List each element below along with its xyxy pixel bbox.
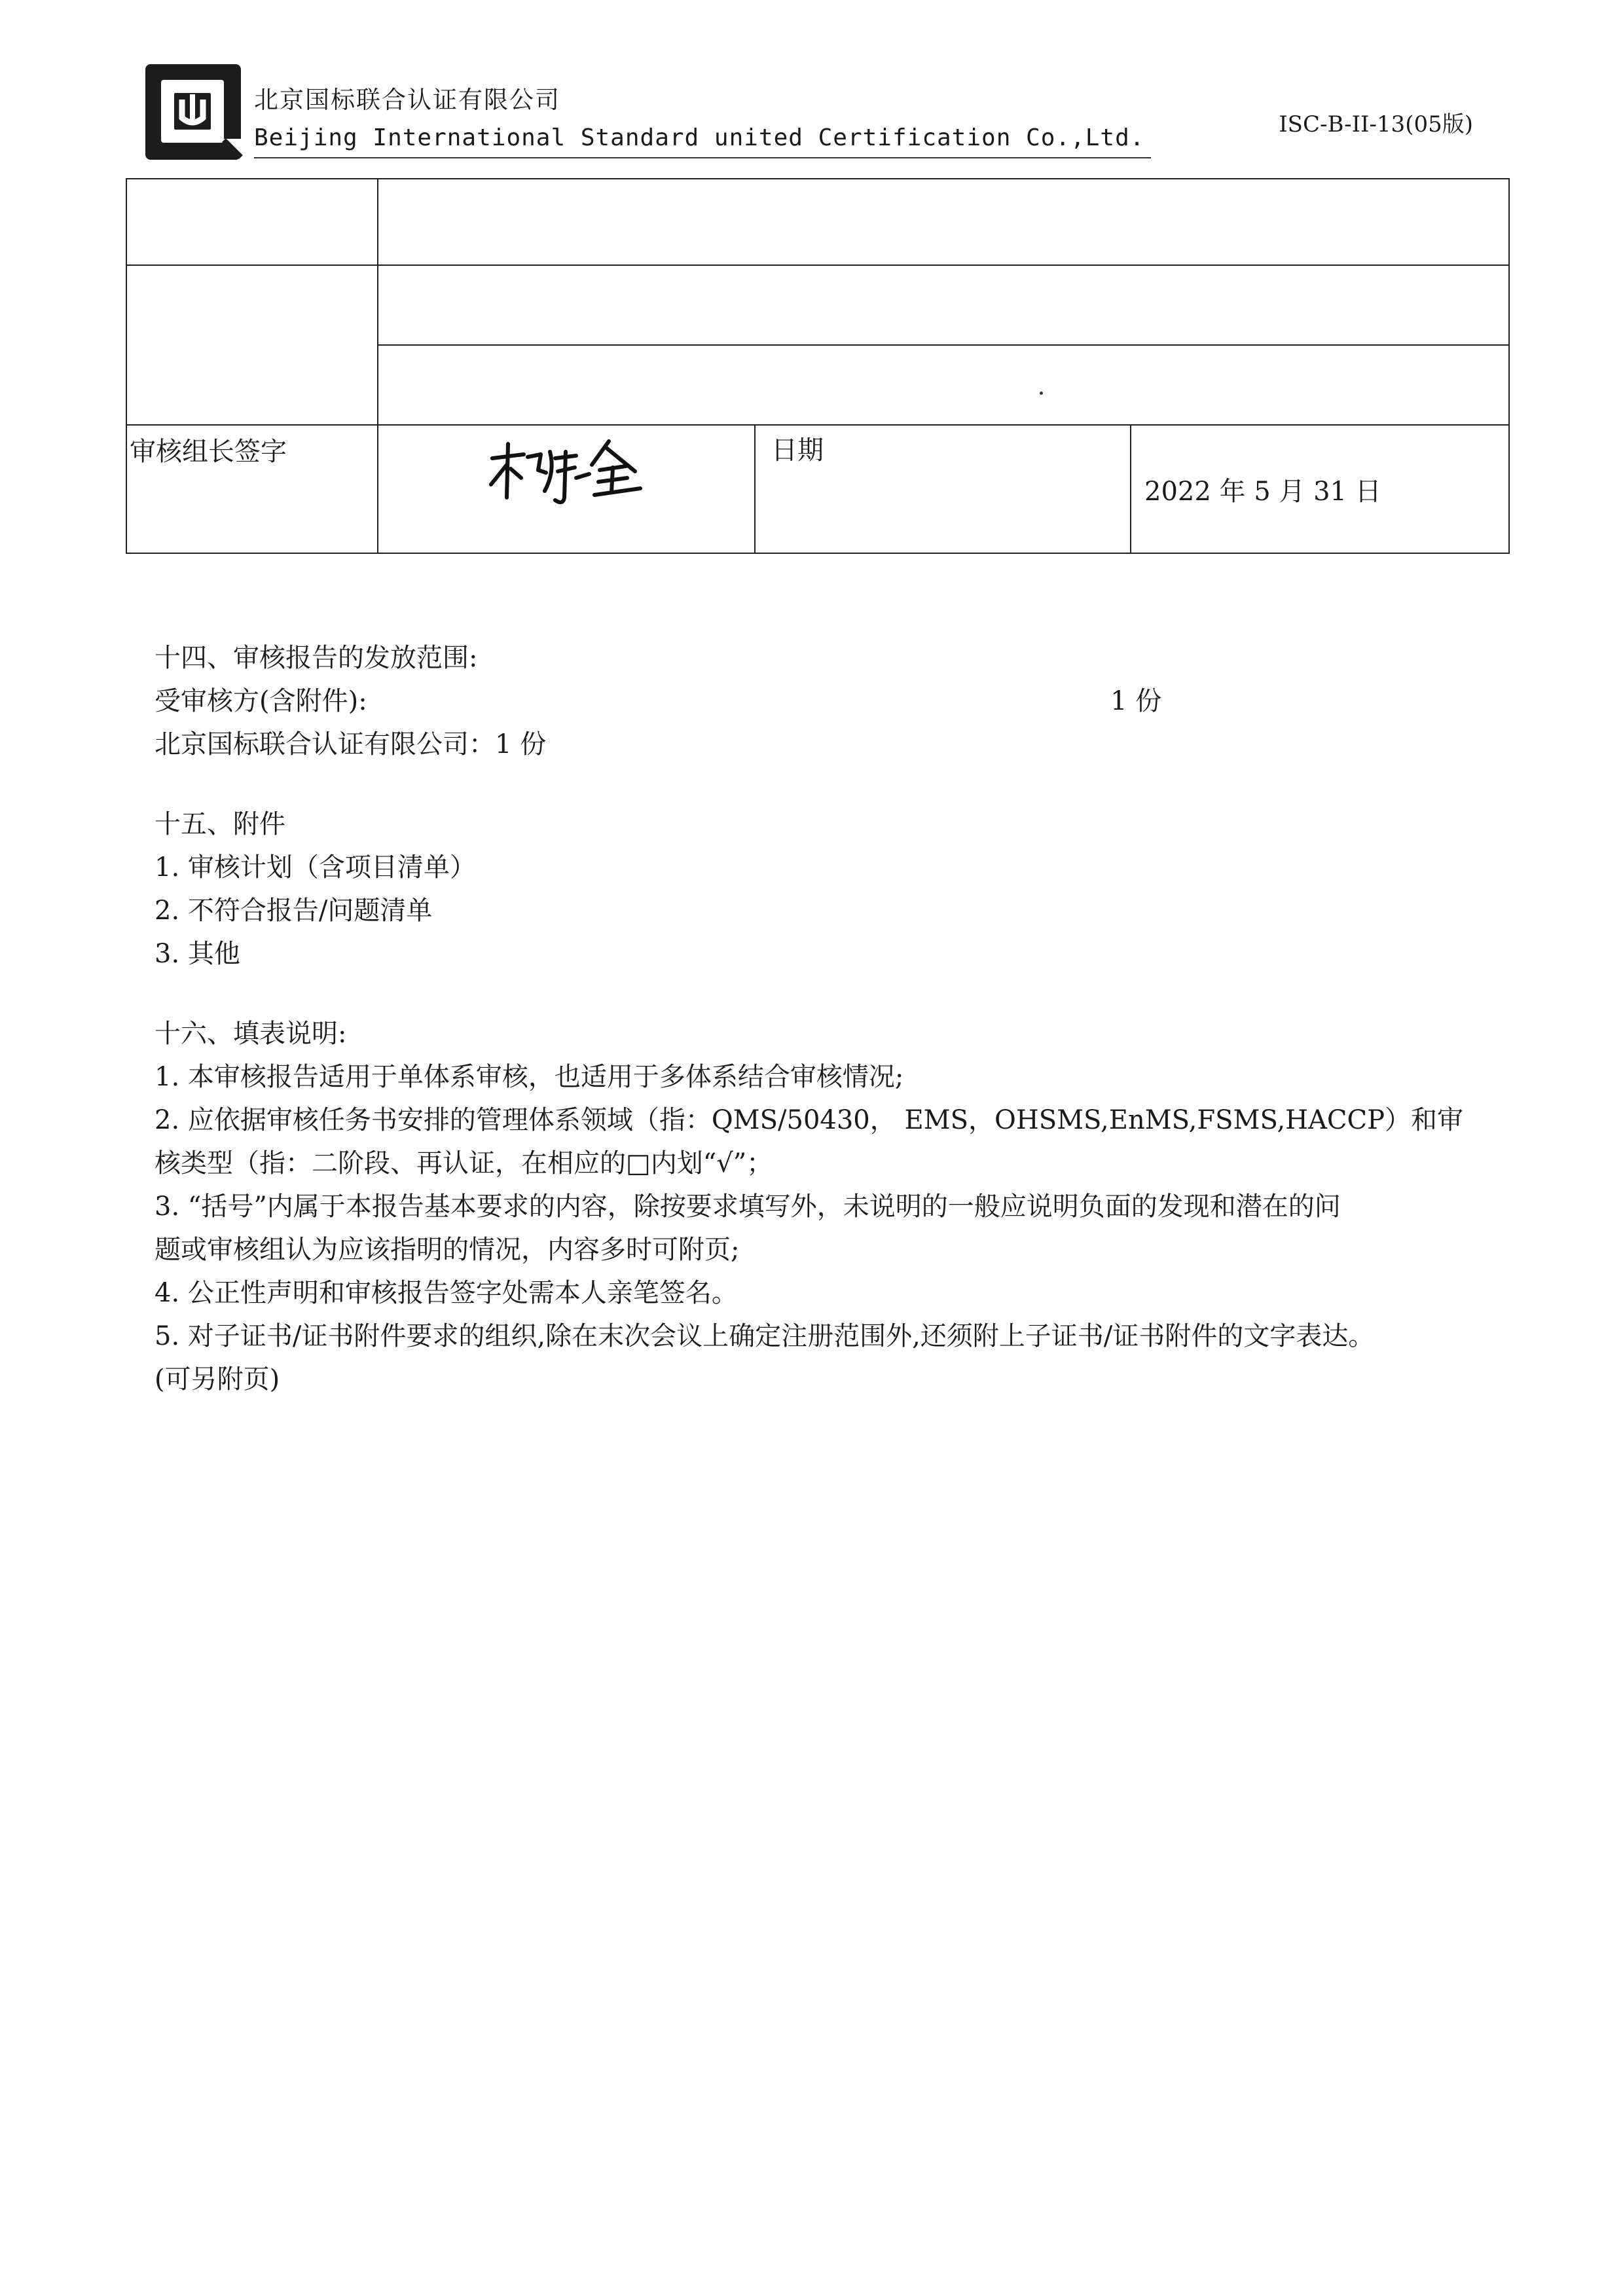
signature-cell bbox=[378, 425, 755, 553]
instruction-line: 2. 应依据审核任务书安排的管理体系领域（指：QMS/50430， EMS，OHSMS,EnMS,FSMS,HACCP）和审 bbox=[155, 1105, 1464, 1135]
auditee-label: 受审核方(含附件): bbox=[155, 686, 367, 716]
table-row bbox=[126, 265, 1509, 345]
auditee-count: 1 份 bbox=[1110, 686, 1162, 716]
header-rule bbox=[254, 157, 1151, 158]
attachment-item: 3. 其他 bbox=[155, 939, 240, 969]
document-code: ISC-B-II-13(05版) bbox=[1279, 111, 1473, 137]
stray-dot bbox=[1040, 392, 1043, 395]
instruction-line: 题或审核组认为应该指明的情况，内容多时可附页; bbox=[155, 1235, 740, 1265]
document-header bbox=[137, 59, 1493, 170]
section-14-title: 十四、审核报告的发放范围: bbox=[155, 643, 478, 673]
attachment-item: 1. 审核计划（含项目清单） bbox=[155, 852, 476, 883]
table-row bbox=[126, 425, 1509, 553]
company-name-en: Beijing International Standard united Certification Co.,Ltd. bbox=[254, 124, 1145, 151]
instruction-line: 5. 对子证书/证书附件要求的组织,除在末次会议上确定注册范围外,还须附上子证书/证书附件的文字表达。 bbox=[155, 1321, 1375, 1351]
section-16-title: 十六、填表说明: bbox=[155, 1019, 347, 1049]
empty-label-cell bbox=[126, 265, 378, 425]
attachment-item: 2. 不符合报告/问题清单 bbox=[155, 896, 433, 926]
instruction-line: (可另附页) bbox=[155, 1364, 280, 1394]
section-15-title: 十五、附件 bbox=[155, 809, 285, 839]
empty-content-cell bbox=[378, 345, 1509, 425]
instruction-line: 1. 本审核报告适用于单体系审核，也适用于多体系结合审核情况; bbox=[155, 1062, 904, 1092]
date-value: 2022 年 5 月 31 日 bbox=[1131, 425, 1509, 553]
date-label: 日期 bbox=[755, 425, 1131, 553]
instruction-line: 4. 公正性声明和审核报告签字处需本人亲笔签名。 bbox=[155, 1278, 738, 1308]
company-name-cn: 北京国标联合认证有限公司 bbox=[254, 86, 560, 114]
handwritten-signature bbox=[478, 432, 655, 511]
distribution-isc: 北京国标联合认证有限公司：1 份 bbox=[155, 729, 547, 759]
document-body bbox=[155, 636, 1503, 1401]
empty-content-cell bbox=[378, 179, 1509, 265]
instruction-line: 3. “括号”内属于本报告基本要求的内容，除按要求填写外，未说明的一般应说明负面的发现和潜在的问 bbox=[155, 1192, 1341, 1222]
empty-label-cell bbox=[126, 179, 378, 265]
table-row bbox=[126, 179, 1509, 265]
distribution-auditee bbox=[155, 680, 1503, 723]
leader-sign-label: 审核组长签字 bbox=[126, 425, 378, 553]
empty-content-cell bbox=[378, 265, 1509, 345]
instruction-line: 核类型（指：二阶段、再认证，在相应的□内划“√”； bbox=[155, 1148, 773, 1178]
audit-signature-table bbox=[126, 178, 1510, 554]
isc-logo-icon bbox=[143, 62, 247, 166]
